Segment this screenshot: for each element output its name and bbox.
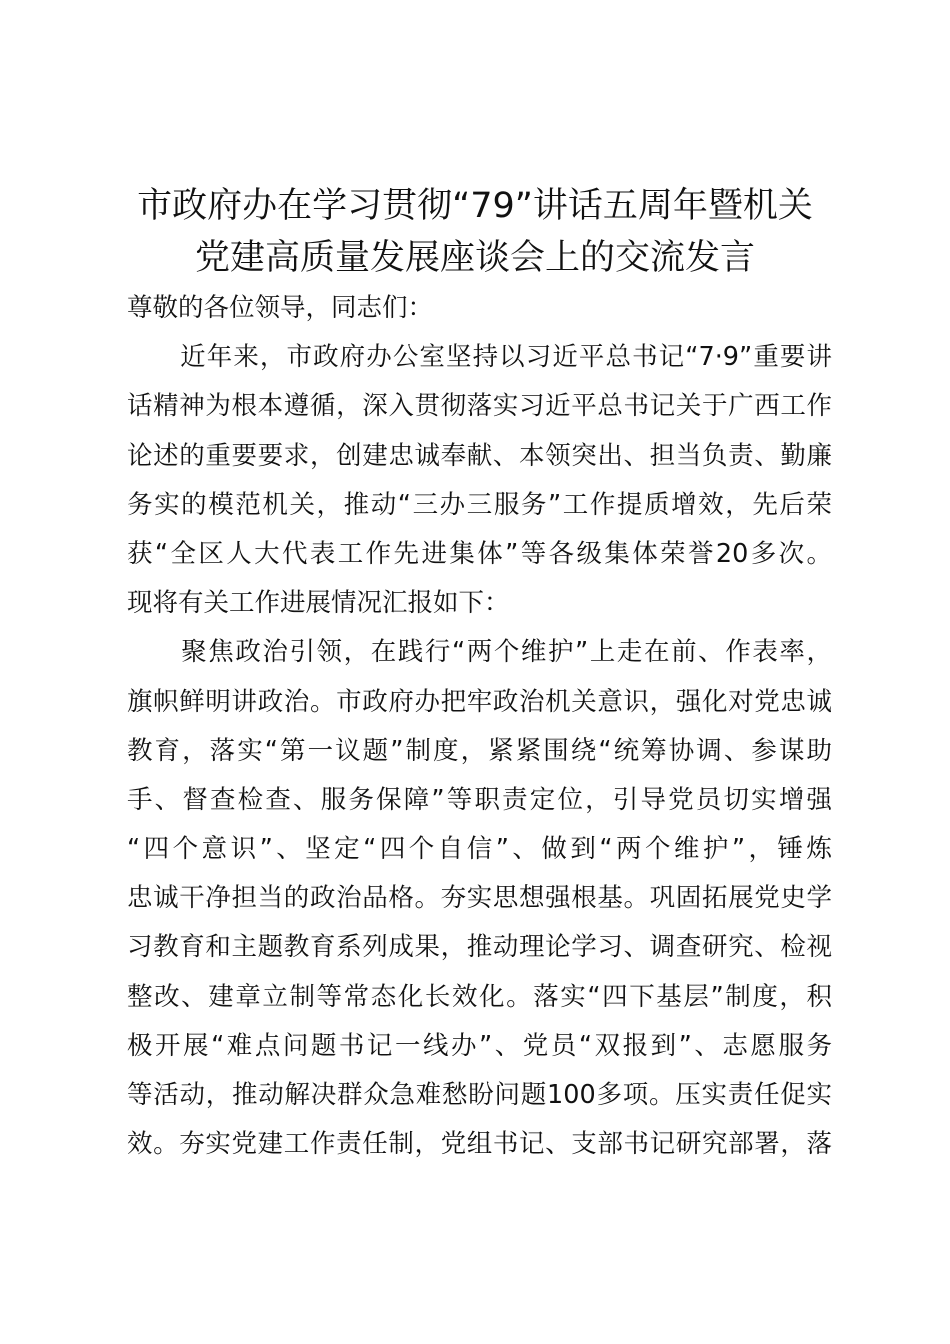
body-line: 整改、建章立制等常态化长效化。落实“四下基层”制度，积	[127, 981, 832, 1012]
body-line: 近年来，市政府办公室坚持以习近平总书记“7·9”重要讲	[127, 342, 832, 373]
title-line-1: 市政府办在学习贯彻“79”讲话五周年暨机关	[137, 186, 813, 226]
body-line: 极开展“难点问题书记一线办”、党员“双报到”、志愿服务	[127, 1030, 832, 1061]
body-line: 现将有关工作进展情况汇报如下：	[127, 588, 510, 619]
document-title	[100, 180, 850, 284]
body-line: 等活动，推动解决群众急难愁盼问题100多项。压实责任促实	[127, 1080, 832, 1110]
body-line: “四个意识”、坚定“四个自信”、做到“两个维护”，锤炼	[127, 834, 832, 865]
document-body	[127, 284, 832, 1169]
body-line: 手、督查检查、服务保障”等职责定位，引导党员切实增强	[127, 784, 832, 815]
body-line: 聚焦政治引领，在践行“两个维护”上走在前、作表率，	[127, 637, 832, 668]
body-line: 效。夯实党建工作责任制，党组书记、支部书记研究部署，落	[127, 1129, 832, 1160]
body-line: 旗帜鲜明讲政治。市政府办把牢政治机关意识，强化对党忠诚	[127, 686, 832, 717]
body-line: 论述的重要要求，创建忠诚奉献、本领突出、担当负责、勤廉	[127, 440, 832, 471]
body-line: 务实的模范机关，推动“三办三服务”工作提质增效，先后荣	[127, 489, 832, 520]
body-line: 话精神为根本遵循，深入贯彻落实习近平总书记关于广西工作	[127, 391, 832, 422]
body-line: 习教育和主题教育系列成果，推动理论学习、调查研究、检视	[127, 932, 832, 963]
body-line: 教育，落实“第一议题”制度，紧紧围绕“统筹协调、参谋助	[127, 735, 832, 766]
title-line-2: 党建高质量发展座谈会上的交流发言	[194, 238, 755, 278]
salutation: 尊敬的各位领导，同志们：	[127, 293, 434, 323]
body-line: 获“全区人大代表工作先进集体”等各级集体荣誉20多次。	[127, 538, 832, 569]
body-line: 忠诚干净担当的政治品格。夯实思想强根基。巩固拓展党史学	[127, 883, 832, 914]
